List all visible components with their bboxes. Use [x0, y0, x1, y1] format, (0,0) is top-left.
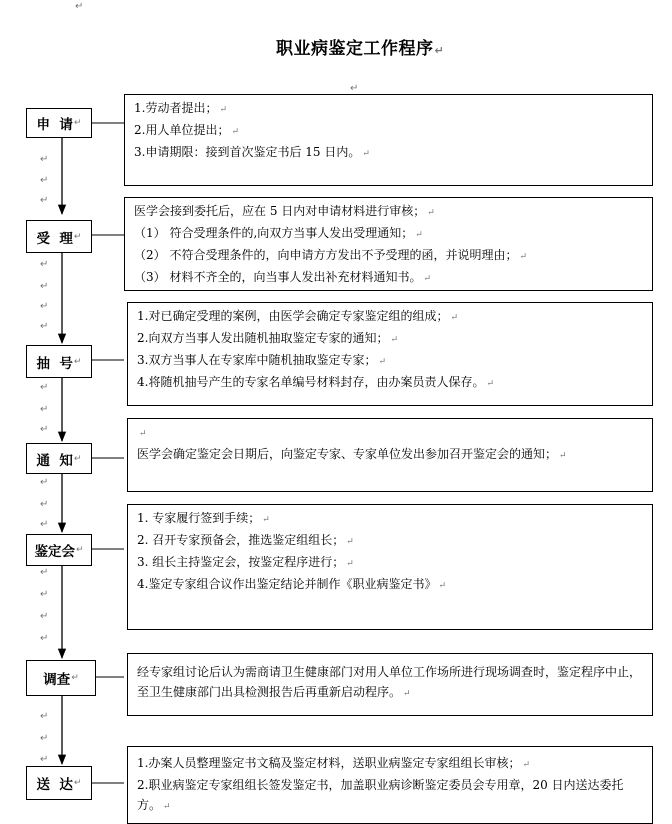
description-line: 2. 召开专家预备会，推选鉴定组组长； ↵ [137, 533, 354, 547]
step-box-investigate: 调查 ↵ [26, 660, 96, 696]
paragraph-mark-icon: ↵ [40, 499, 49, 510]
step-box-apply: 申 请 ↵ [26, 108, 92, 138]
paragraph-mark-icon: ↵ [40, 733, 49, 744]
paragraph-mark-icon: ↵ [40, 424, 49, 435]
paragraph-mark-icon: ↵ [40, 281, 49, 292]
description-box-draw-number [127, 302, 653, 406]
paragraph-mark-icon: ↵ [40, 477, 49, 488]
paragraph-mark-icon: ↵ [40, 301, 49, 312]
page-title: 职业病鉴定工作程序↵ [276, 39, 445, 59]
paragraph-mark-icon: ↵ [40, 754, 49, 765]
description-line: 医学会接到委托后，应在 5 日内对申请材料进行审核； ↵ [134, 204, 435, 218]
step-box-draw-number: 抽 号 ↵ [26, 345, 92, 378]
description-line: 经专家组讨论后认为需商请卫生健康部门对用人单位工作场所进行现场调查时，鉴定程序中止，至卫生健康部门出具检测报告后再重新启动程序。 ↵ [137, 665, 642, 699]
description-box-deliver [127, 746, 653, 824]
description-line: （2） 不符合受理条件的，向申请方方发出不予受理的函，并说明理由； ↵ [134, 248, 527, 262]
paragraph-mark-icon: ↵ [40, 259, 49, 270]
paragraph-mark-icon: ↵ [40, 321, 49, 332]
paragraph-mark-icon: ↵ [350, 83, 359, 94]
description-line: 4.将随机抽号产生的专家名单编号材料封存，由办案员责人保存。 ↵ [137, 375, 494, 389]
description-line: 3. 组长主持鉴定会，按鉴定程序进行； ↵ [137, 555, 354, 569]
description-box-apply [124, 94, 653, 186]
paragraph-mark-icon: ↵ [40, 382, 49, 393]
description-line: 3.双方当事人在专家库中随机抽取鉴定专家； ↵ [137, 353, 386, 367]
step-box-deliver: 送 达 ↵ [26, 766, 92, 800]
paragraph-mark-icon: ↵ [40, 589, 49, 600]
paragraph-mark-icon: ↵ [40, 154, 49, 165]
paragraph-mark-icon: ↵ [40, 633, 49, 644]
description-line: 1.对已确定受理的案例，由医学会确定专家鉴定组的组成； ↵ [137, 309, 458, 323]
description-box-accept [124, 197, 653, 291]
step-box-meeting: 鉴定会 ↵ [26, 534, 92, 566]
description-box-meeting [127, 504, 653, 630]
step-box-accept: 受 理 ↵ [26, 220, 92, 253]
description-line: 1. 专家履行签到手续； ↵ [137, 511, 270, 525]
paragraph-mark-icon: ↵ [40, 175, 49, 186]
paragraph-mark-icon: ↵ [40, 404, 49, 415]
description-line: ↵ [139, 429, 147, 439]
description-line: 2.向双方当事人发出随机抽取鉴定专家的通知； ↵ [137, 331, 398, 345]
description-line: （1） 符合受理条件的,向双方当事人发出受理通知； ↵ [134, 226, 423, 240]
description-line: 3.申请期限：接到首次鉴定书后 15 日内。 ↵ [134, 145, 370, 159]
description-line: 医学会确定鉴定会日期后，向鉴定专家、专家单位发出参加召开鉴定会的通知； ↵ [137, 447, 567, 461]
description-line: （3） 材料不齐全的，向当事人发出补充材料通知书。 ↵ [134, 270, 431, 284]
description-line: 2.用人单位提出； ↵ [134, 123, 239, 137]
paragraph-mark-icon: ↵ [40, 519, 49, 530]
description-box-investigate [127, 653, 653, 716]
paragraph-mark-icon: ↵ [40, 567, 49, 578]
paragraph-mark-icon: ↵ [40, 195, 49, 206]
description-line: 1.办案人员整理鉴定书文稿及鉴定材料，送职业病鉴定专家组组长审核； ↵ [137, 756, 530, 770]
description-box-notify [127, 418, 653, 492]
paragraph-mark-icon: ↵ [40, 711, 49, 722]
paragraph-mark-icon: ↵ [40, 611, 49, 622]
description-line: 2.职业病鉴定专家组组长签发鉴定书，加盖职业病诊断鉴定委员会专用章，20 日内送达委托方。 ↵ [137, 778, 624, 812]
step-box-notify: 通 知 ↵ [26, 443, 92, 474]
paragraph-mark-icon: ↵ [75, 1, 84, 12]
description-line: 4.鉴定专家组合议作出鉴定结论并制作《职业病鉴定书》 ↵ [137, 577, 446, 591]
description-line: 1.劳动者提出； ↵ [134, 101, 227, 115]
